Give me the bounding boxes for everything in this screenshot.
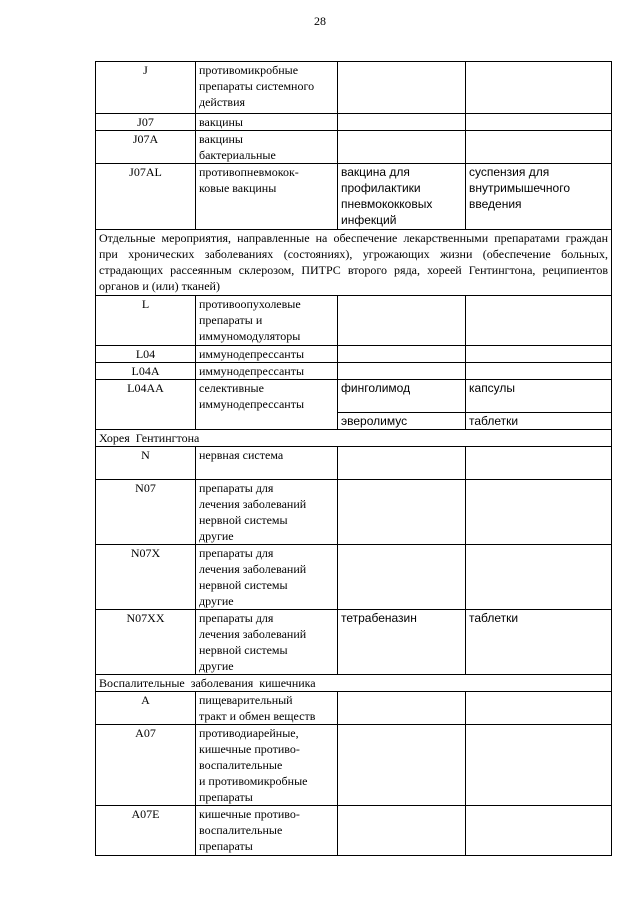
section-row	[96, 429, 612, 446]
atc-code: N07X	[96, 544, 196, 609]
dosage-form-cell	[466, 62, 612, 114]
atc-code: J07A	[96, 131, 196, 164]
drug-name-cell	[338, 62, 466, 114]
section-heading: Отдельные мероприятия, направленные на обеспечение лекарственными препаратами граждан при хронических заболеваниях (состояниях), угрожающих жизни (обеспечение больных, страдающих рассеянным склерозом, ПИТРС второго ряда, хореей Гентингтона, реципиентов органов и (или) тканей)	[96, 230, 612, 296]
atc-group-name: кишечные противо- воспалительные препараты	[196, 805, 338, 855]
atc-code: J	[96, 62, 196, 114]
atc-group-name: препараты для лечения заболеваний нервной системы другие	[196, 609, 338, 674]
section-heading: Хорея Гентингтона	[96, 429, 612, 446]
dosage-form: таблетки	[466, 412, 612, 429]
drug-name: тетрабеназин	[338, 609, 466, 674]
drug-name-cell	[338, 363, 466, 380]
atc-code: L04AA	[96, 380, 196, 413]
section-row	[96, 230, 612, 296]
dosage-form: капсулы	[466, 380, 612, 413]
table-row	[96, 544, 612, 609]
atc-group-name: иммунодепрессанты	[196, 346, 338, 363]
atc-group-name: селективные иммунодепрессанты	[196, 380, 338, 413]
atc-code: A07E	[96, 805, 196, 855]
table-row	[96, 380, 612, 413]
table-row	[96, 609, 612, 674]
atc-group-name: вакцины	[196, 114, 338, 131]
atc-group-name: противомикробные препараты системного действия	[196, 62, 338, 114]
dosage-form: таблетки	[466, 609, 612, 674]
dosage-form-cell	[466, 805, 612, 855]
dosage-form-cell	[466, 346, 612, 363]
drug-name-cell	[338, 296, 466, 346]
drug-name-cell	[338, 724, 466, 805]
atc-group-name: иммунодепрессанты	[196, 363, 338, 380]
table-row	[96, 62, 612, 114]
drug-name-cell	[338, 544, 466, 609]
atc-group-name: противоопухолевые препараты и иммуномодуляторы	[196, 296, 338, 346]
atc-group-name: противодиарейные, кишечные противо- воспалительные и противомикробные препараты	[196, 724, 338, 805]
drug-name-cell	[338, 479, 466, 544]
drug-name-cell	[338, 114, 466, 131]
table-row	[96, 164, 612, 230]
table-row	[96, 805, 612, 855]
empty-cell	[196, 412, 338, 429]
atc-group-name: противопневмокок- ковые вакцины	[196, 164, 338, 230]
atc-code: J07AL	[96, 164, 196, 230]
drug-name: эверолимус	[338, 412, 466, 429]
dosage-form-cell	[466, 296, 612, 346]
section-row	[96, 674, 612, 691]
atc-group-name: вакцины бактериальные	[196, 131, 338, 164]
dosage-form-cell	[466, 479, 612, 544]
dosage-form-cell	[466, 724, 612, 805]
section-heading: Воспалительные заболевания кишечника	[96, 674, 612, 691]
dosage-form: суспензия для внутримышечного введения	[466, 164, 612, 230]
atc-group-name: препараты для лечения заболеваний нервной системы другие	[196, 479, 338, 544]
drug-name: финголимод	[338, 380, 466, 413]
table-row	[96, 363, 612, 380]
dosage-form-cell	[466, 363, 612, 380]
empty-cell	[96, 412, 196, 429]
page-number: 28	[314, 14, 326, 28]
atc-code: L04	[96, 346, 196, 363]
table-row	[96, 296, 612, 346]
atc-code: N07	[96, 479, 196, 544]
table-row	[96, 114, 612, 131]
atc-group-name: пищеварительный тракт и обмен веществ	[196, 691, 338, 724]
atc-group-name: нервная система	[196, 446, 338, 479]
table-row	[96, 724, 612, 805]
table-row	[96, 691, 612, 724]
drug-name-cell	[338, 131, 466, 164]
table-row	[96, 346, 612, 363]
dosage-form-cell	[466, 446, 612, 479]
atc-code: N	[96, 446, 196, 479]
dosage-form-cell	[466, 114, 612, 131]
atc-code: L04A	[96, 363, 196, 380]
drug-name-cell	[338, 346, 466, 363]
atc-group-name: препараты для лечения заболеваний нервной системы другие	[196, 544, 338, 609]
drug-name-cell	[338, 805, 466, 855]
drug-name-cell	[338, 691, 466, 724]
atc-code: L	[96, 296, 196, 346]
drug-list-table	[95, 61, 612, 856]
drug-name: вакцина для профилактики пневмококковых инфекций	[338, 164, 466, 230]
dosage-form-cell	[466, 131, 612, 164]
table-row	[96, 412, 612, 429]
atc-code: J07	[96, 114, 196, 131]
table-row	[96, 131, 612, 164]
atc-code: A	[96, 691, 196, 724]
table-row	[96, 446, 612, 479]
atc-code: N07XX	[96, 609, 196, 674]
table-row	[96, 479, 612, 544]
dosage-form-cell	[466, 544, 612, 609]
dosage-form-cell	[466, 691, 612, 724]
drug-name-cell	[338, 446, 466, 479]
atc-code: A07	[96, 724, 196, 805]
